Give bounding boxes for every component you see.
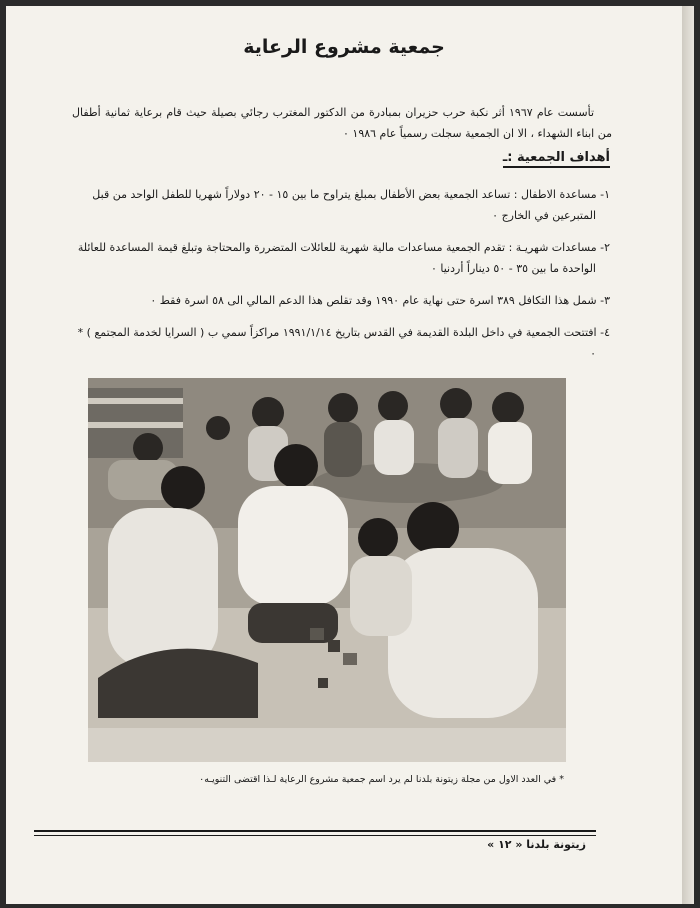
children-photo-graphic bbox=[88, 378, 566, 762]
goals-heading: أهداف الجمعية :ـ bbox=[503, 150, 610, 168]
goals-list bbox=[70, 184, 610, 375]
page-title: جمعية مشروع الرعاية bbox=[243, 36, 445, 58]
footer-rule-thin bbox=[34, 835, 596, 836]
goal-item-4: ٤- افتتحت الجمعية في داخل البلدة القديمة في القدس بتاريخ ١٩٩١/١/١٤ مراكزاً سمي ب ( السرايا لخدمة المجتمع ) * ٠ bbox=[77, 326, 610, 360]
goal-item-3: ٣- شمل هذا التكافل ٣٨٩ اسرة حتى نهاية عام ١٩٩٠ وقد تقلص هذا الدعم المالي الى ٥٨ اسرة فقط ٠ bbox=[150, 294, 610, 307]
goal-item-2: ٢- مساعدات شهريـة : تقدم الجمعية مساعدات مالية شهرية للعائلات المتضررة والمحتاجة وتبلغ قيمة المساعدة للعائلة الواحدة ما بين ٣٥ - ٥٠ ديناراً أردنيا ٠ bbox=[77, 241, 610, 275]
footer-label: زيتونة بلدنا « ١٢ » bbox=[487, 838, 586, 851]
goal-item-1: ١- مساعدة الاطفال : تساعد الجمعية بعض الأطفال بمبلغ يتراوح ما بين ١٥ - ٢٠ دولاراً شهريا للطفل الواحد من قبل المتبرعين في الخارج ٠ bbox=[92, 188, 610, 222]
children-photo bbox=[88, 378, 566, 762]
footer-rule bbox=[34, 830, 596, 832]
footnote: * في العدد الاول من مجلة زيتونة بلدنا لم يرد اسم جمعية مشروع الرعاية لـذا اقتضى التنويـه٠ bbox=[199, 774, 564, 785]
intro-paragraph: تأسست عام ١٩٦٧ أثر نكبة حرب حزيران بمبادرة من الدكتور المغترب رجائي بصيلة حيث قام برعاية ثمانية أطفال من ابناء الشهداء ، الا ان الجمعية سجلت رسمياً عام ١٩٨٦ ٠ bbox=[72, 106, 612, 140]
document-page bbox=[6, 6, 682, 904]
page-edge bbox=[682, 6, 694, 904]
